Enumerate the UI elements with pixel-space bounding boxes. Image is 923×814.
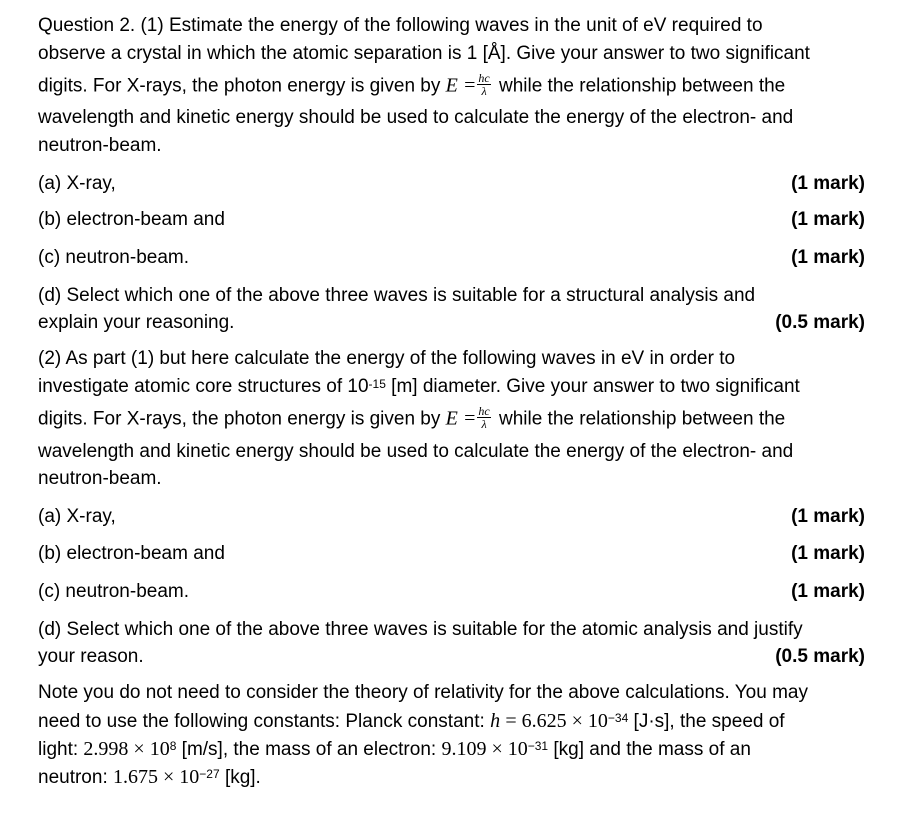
part1-item-d-mark: (0.5 mark) <box>775 312 865 333</box>
part2-formula-suffix: while the relationship between the <box>498 408 786 430</box>
note-line-4 <box>38 766 261 789</box>
part2-item-c-label: (c) neutron-beam. <box>38 581 190 602</box>
note-light-value: 2.998 × 10 <box>83 738 170 760</box>
note-neutron-label: neutron: <box>38 767 108 788</box>
part2-intro-line-2-pre: investigate atomic core structures of 10 <box>38 376 369 397</box>
formula-suffix: while the relationship between the <box>498 75 786 97</box>
part2-item-b-label: (b) electron-beam and <box>38 543 225 564</box>
part2-formula-line <box>38 404 786 432</box>
note-planck-label: need to use the following constants: Planck constant: <box>38 711 485 732</box>
note-neutron-mass-exponent: −27 <box>199 767 220 781</box>
question-outro-line-2: neutron-beam. <box>38 135 162 156</box>
note-light-exponent: 8 <box>169 739 177 753</box>
note-neutron-mass-unit: [kg]. <box>224 767 261 788</box>
part2-formula-numerator: hc <box>478 404 490 418</box>
note-neutron-mass-value: 1.675 × 10 <box>113 766 200 788</box>
part1-item-b-label: (b) electron-beam and <box>38 209 225 230</box>
part1-item-b-mark: (1 mark) <box>791 209 865 230</box>
note-planck-exponent: −34 <box>607 711 629 725</box>
part2-item-a-label: (a) X-ray, <box>38 506 116 527</box>
formula-fraction <box>477 72 490 97</box>
part2-intro-line-2 <box>38 376 800 398</box>
part2-item-a-mark: (1 mark) <box>791 506 865 527</box>
question-outro-line-1: wavelength and kinetic energy should be used to calculate the energy of the electron- and <box>38 107 794 128</box>
formula-prefix: digits. For X-rays, the photon energy is given by <box>38 75 441 97</box>
part2-formula-prefix: digits. For X-rays, the photon energy is given by <box>38 408 441 430</box>
part2-outro-line-1: wavelength and kinetic energy should be used to calculate the energy of the electron- and <box>38 441 794 462</box>
note-light-unit: [m/s], the mass of an electron: <box>181 739 437 760</box>
question-intro-line-1: Question 2. (1) Estimate the energy of the following waves in the unit of eV required to <box>38 15 763 36</box>
part2-intro-line-2-post: [m] diameter. Give your answer to two significant <box>385 376 800 397</box>
note-planck-value: = 6.625 × 10 <box>505 710 608 732</box>
question-intro-line-2: observe a crystal in which the atomic separation is 1 [Å]. Give your answer to two significant <box>38 43 810 64</box>
part2-item-c-mark: (1 mark) <box>791 581 865 602</box>
part2-intro-line-1: (2) As part (1) but here calculate the energy of the following waves in eV in order to <box>38 348 736 369</box>
part2-item-d-line-2: your reason. <box>38 646 144 667</box>
part2-formula-fraction <box>477 405 490 430</box>
note-line-2 <box>38 710 785 733</box>
part2-item-d-mark: (0.5 mark) <box>775 646 865 667</box>
formula-numerator: hc <box>478 71 490 85</box>
note-electron-mass-unit: [kg] and the mass of an <box>553 739 751 760</box>
part1-item-c-mark: (1 mark) <box>791 247 865 268</box>
note-line-1: Note you do not need to consider the theory of relativity for the above calculations. You may <box>38 682 808 703</box>
part1-item-c-label: (c) neutron-beam. <box>38 247 190 268</box>
part2-outro-line-2: neutron-beam. <box>38 468 162 489</box>
note-electron-mass-value: 9.109 × 10 <box>441 738 528 760</box>
part2-item-d-line-1: (d) Select which one of the above three waves is suitable for the atomic analysis and justify <box>38 619 803 640</box>
part2-formula-lhs: E = <box>445 407 477 430</box>
formula-line <box>38 71 786 99</box>
note-planck-symbol: h <box>490 710 501 732</box>
formula-lhs: E = <box>445 74 477 97</box>
part1-item-a-mark: (1 mark) <box>791 173 865 194</box>
part1-item-a-label: (a) X-ray, <box>38 173 116 194</box>
part2-item-b-mark: (1 mark) <box>791 543 865 564</box>
part1-item-d-line-2: explain your reasoning. <box>38 312 235 333</box>
note-electron-mass-exponent: −31 <box>527 739 549 753</box>
note-line-3 <box>38 738 751 761</box>
note-planck-unit: [J·s], the speed of <box>633 711 785 732</box>
part2-formula-denominator: λ <box>481 417 487 431</box>
part1-item-d-line-1: (d) Select which one of the above three waves is suitable for a structural analysis and <box>38 285 756 306</box>
formula-denominator: λ <box>481 84 487 98</box>
note-light-label: light: <box>38 739 79 760</box>
part2-exponent: -15 <box>368 377 386 391</box>
